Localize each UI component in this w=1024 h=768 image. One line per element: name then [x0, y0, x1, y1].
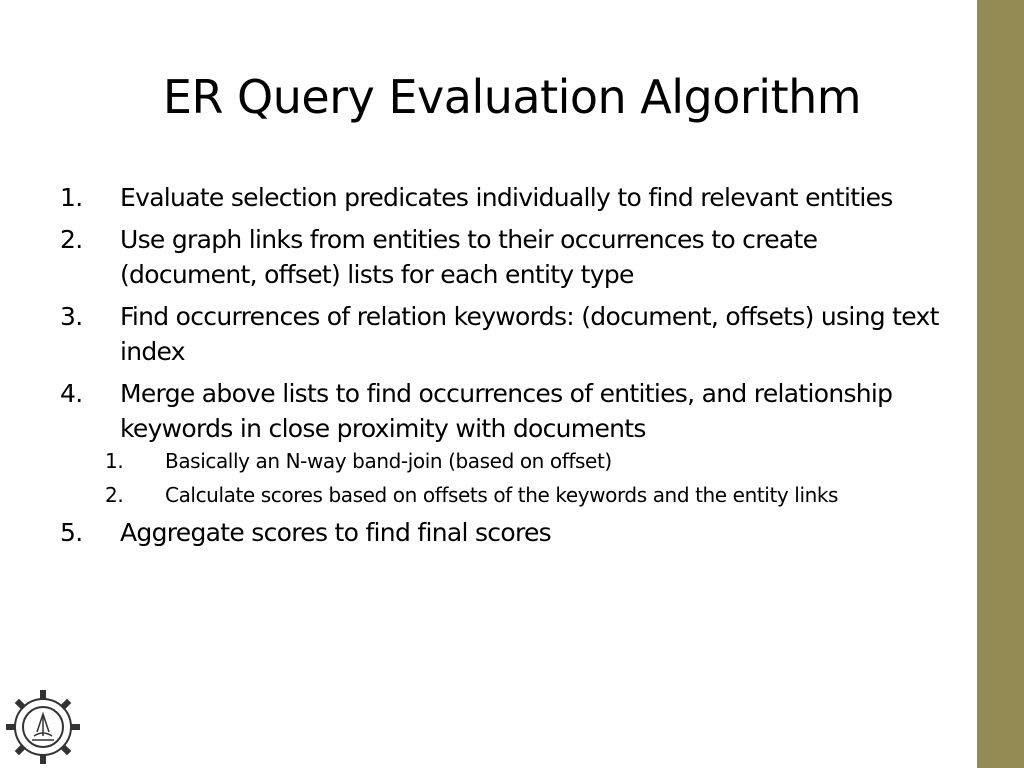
list-item-number: 2. — [60, 225, 83, 254]
list-item-number: 4. — [60, 379, 83, 408]
list-item-text: Use graph links from entities to their occurrences to create (document, offset) lists for each entity type — [120, 225, 818, 289]
sub-list-item-number: 2. — [105, 483, 124, 507]
sub-list-item-number: 1. — [105, 449, 124, 473]
list-item — [60, 180, 960, 215]
list-item-number: 3. — [60, 302, 83, 331]
list-item — [60, 515, 960, 550]
slide-content — [60, 180, 960, 557]
list-item-number: 5. — [60, 518, 83, 547]
list-item — [60, 222, 960, 292]
list-item — [60, 299, 960, 369]
list-item-text: Aggregate scores to find final scores — [120, 518, 551, 547]
list-item-text: Merge above lists to find occurrences of entities, and relationship keywords in close proximity with documents — [120, 379, 893, 443]
list-item — [60, 376, 960, 446]
institute-emblem-icon — [4, 688, 82, 766]
sub-list — [60, 447, 960, 509]
slide-title: ER Query Evaluation Algorithm — [162, 70, 862, 124]
sub-list-item — [60, 447, 960, 475]
sub-list-item-text: Calculate scores based on offsets of the keywords and the entity links — [165, 483, 839, 507]
list-item-text: Evaluate selection predicates individually to find relevant entities — [120, 183, 893, 212]
list-item-number: 1. — [60, 183, 83, 212]
sub-list-item — [60, 481, 960, 509]
list-item-text: Find occurrences of relation keywords: (document, offsets) using text index — [120, 302, 939, 366]
sub-list-item-text: Basically an N-way band-join (based on offset) — [165, 449, 612, 473]
